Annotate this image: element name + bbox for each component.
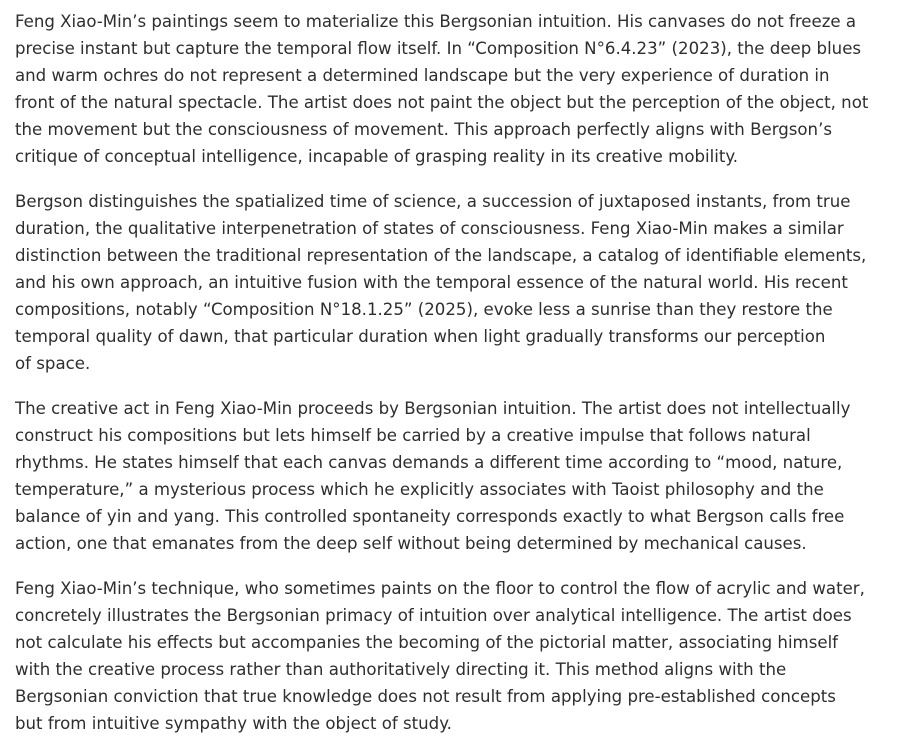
paragraph-line: distinction between the traditional representation of the landscape, a catalog of identifiable elements, [15,246,867,265]
paragraph-4 [15,575,901,737]
paragraph-line: Feng Xiao-Min’s technique, who sometimes paints on the floor to control the flow of acrylic and water, [15,579,865,598]
paragraph-line: action, one that emanates from the deep self without being determined by mechanical causes. [15,534,807,553]
paragraph-line: rhythms. He states himself that each canvas demands a different time according to “mood, nature, [15,453,843,472]
paragraph-line: compositions, notably “Composition N°18.1.25” (2025), evoke less a sunrise than they restore the [15,300,833,319]
paragraph-1 [15,8,901,170]
paragraph-line: The creative act in Feng Xiao-Min proceeds by Bergsonian intuition. The artist does not intellectually [15,399,851,418]
article-body [15,0,901,737]
paragraph-line: critique of conceptual intelligence, incapable of grasping reality in its creative mobility. [15,147,739,166]
paragraph-line: construct his compositions but lets himself be carried by a creative impulse that follows natural [15,426,811,445]
paragraph-line: balance of yin and yang. This controlled spontaneity corresponds exactly to what Bergson calls free [15,507,845,526]
paragraph-line: the movement but the consciousness of movement. This approach perfectly aligns with Bergson’s [15,120,832,139]
paragraph-line: temporal quality of dawn, that particular duration when light gradually transforms our perception [15,327,826,346]
paragraph-line: concretely illustrates the Bergsonian primacy of intuition over analytical intelligence. The artist does [15,606,852,625]
paragraph-line: front of the natural spectacle. The artist does not paint the object but the perception of the object, not [15,93,869,112]
paragraph-line: duration, the qualitative interpenetration of states of consciousness. Feng Xiao-Min makes a similar [15,219,844,238]
paragraph-line: not calculate his effects but accompanies the becoming of the pictorial matter, associating himself [15,633,839,652]
paragraph-line: of space. [15,354,91,373]
paragraph-line: precise instant but capture the temporal flow itself. In “Composition N°6.4.23” (2023), the deep blues [15,39,862,58]
paragraph-line: and warm ochres do not represent a determined landscape but the very experience of duration in [15,66,830,85]
paragraph-3 [15,395,901,557]
paragraph-line: Bergson distinguishes the spatialized time of science, a succession of juxtaposed instants, from true [15,192,851,211]
paragraph-line: and his own approach, an intuitive fusion with the temporal essence of the natural world. His recent [15,273,848,292]
paragraph-line: temperature,” a mysterious process which he explicitly associates with Taoist philosophy and the [15,480,824,499]
paragraph-line: with the creative process rather than authoritatively directing it. This method aligns with the [15,660,787,679]
paragraph-2 [15,188,901,377]
paragraph-line: Feng Xiao-Min’s paintings seem to materialize this Bergsonian intuition. His canvases do not freeze a [15,12,857,31]
paragraph-line: but from intuitive sympathy with the object of study. [15,714,452,733]
paragraph-line: Bergsonian conviction that true knowledge does not result from applying pre-established concepts [15,687,836,706]
